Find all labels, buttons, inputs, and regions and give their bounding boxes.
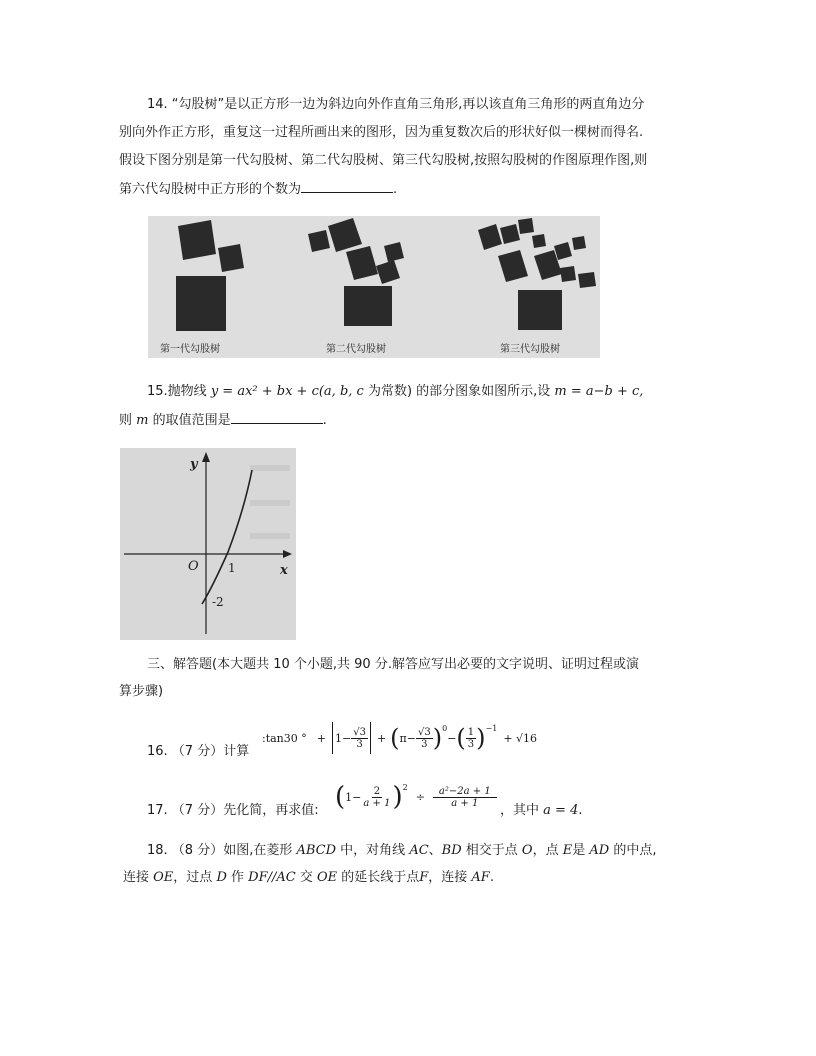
q18-t4: 是: [572, 843, 590, 858]
q16-frac3-den: 3: [467, 738, 475, 750]
q18-t11: ，连接: [428, 870, 472, 885]
parabola-graph-figure: [120, 448, 296, 640]
q18-line-2: [123, 870, 494, 886]
q17-exp-2: 2: [402, 783, 408, 792]
q16-minus: −: [447, 731, 457, 745]
q18-df-parallel-ac: DF//AC: [248, 870, 296, 885]
q16-paren-open: (: [390, 724, 400, 752]
q18-t6: 连接: [123, 870, 154, 885]
q16-expression: [262, 718, 537, 758]
q18-d: D: [216, 870, 227, 885]
caption-first-generation: 第一代勾股树: [160, 344, 220, 355]
q17-expression: [335, 777, 497, 817]
q18-abcd: ABCD: [296, 843, 337, 858]
section3-line-1: 三、解答题(本大题共 10 个小题,共 90 分.解答应写出必要的文字说明、证明过程或演: [147, 657, 639, 672]
q14-end: .: [393, 182, 398, 197]
q14-line-4-text: 第六代勾股树中正方形的个数为: [119, 182, 302, 197]
q16-exp-zero: 0: [442, 724, 448, 733]
q15-equation: y = ax² + bx + c(a, b, c: [210, 384, 364, 399]
q16-frac2-den: 3: [421, 738, 428, 750]
q16-paren-close: ): [432, 724, 443, 752]
q17-frac-den: a + 1: [363, 797, 391, 809]
q16-sqrt16: + √16: [503, 731, 538, 745]
q15-m: m: [136, 413, 149, 428]
q18-af: AF: [471, 870, 490, 885]
q18-t9: 交: [295, 870, 317, 885]
q18-t8: 作: [226, 870, 249, 885]
q18-f: F: [419, 870, 429, 885]
tick-label-y-neg2: -2: [212, 595, 224, 609]
q17-paren-close: ): [392, 782, 403, 812]
q17-frac-num: 2: [373, 785, 381, 797]
q18-oe: OE: [153, 870, 174, 885]
q15-then: 则: [119, 413, 137, 428]
q17-tail: [500, 803, 582, 819]
q16-sqrt3-over-3: [351, 727, 368, 750]
pythagoras-tree-figure: [148, 216, 600, 358]
q18-oe-2: OE: [316, 870, 338, 885]
x-axis-label: x: [280, 563, 288, 578]
q17-divide: ÷: [415, 790, 425, 804]
q15-line-2: [119, 411, 327, 429]
q18-ad: AD: [589, 843, 610, 858]
q15-mid: 为常数) 的部分图象如图所示,设: [363, 384, 555, 399]
q18-o: O: [521, 843, 533, 858]
q15-range-text: 的取值范围是: [148, 413, 231, 428]
q16-one-minus: 1−: [334, 731, 352, 745]
q18-ac: AC: [409, 843, 429, 858]
q14-line-2: 别向外作正方形，重复这一过程所画出来的图形，因为重复数次后的形状好似一棵树而得名.: [119, 125, 644, 140]
q18-end: .: [489, 870, 494, 885]
q14-answer-blank: [301, 180, 393, 193]
q16-tan: :tan30 °: [262, 731, 307, 745]
q16-frac-den: 3: [356, 738, 363, 750]
q18-bd: BD: [441, 843, 462, 858]
q16-pi-minus: π−: [399, 731, 416, 745]
q17-label: 17. （7 分）先化简，再求值:: [147, 803, 319, 818]
q16-abs-bar-left: [332, 722, 333, 754]
q18-t3: ，点: [532, 843, 563, 858]
caption-third-generation: 第三代勾股树: [500, 344, 560, 355]
q17-one-minus: 1−: [345, 790, 362, 804]
q16-paren-close-2: ): [476, 724, 486, 752]
q17-end: .: [578, 803, 583, 818]
q18-t1: 中，对角线: [336, 843, 410, 858]
tick-label-x-1: 1: [228, 561, 236, 575]
q14-line-3: 假设下图分别是第一代勾股树、第二代勾股树、第三代勾股树,按照勾股树的作图原理作图,则: [119, 153, 648, 168]
q17-frac2-num: a²−2a + 1: [433, 786, 497, 798]
q16-plus-1: +: [316, 731, 326, 745]
q17-where: ，其中: [500, 803, 540, 818]
q16-sqrt3-over-3-b: [416, 727, 433, 750]
q18-t2: 相交于点: [461, 843, 522, 858]
q16-plus-2: +: [376, 731, 387, 745]
q18-prefix: 18. （8 分）如图,在菱形: [147, 843, 297, 858]
q18-line-1: [147, 843, 656, 859]
q17-frac2-den: a + 1: [451, 797, 479, 809]
q16-abs-bar-right: [370, 722, 371, 754]
q17-two-over-a-plus-1: [361, 786, 392, 809]
q16-label: 16. （7 分）计算: [147, 744, 250, 759]
q18-t10: 的延长线于点: [337, 870, 420, 885]
q16-frac2-num: √3: [417, 726, 431, 738]
q16-exp-neg1: −1: [485, 724, 498, 733]
q16-paren-open-2: (: [456, 724, 466, 752]
section3-line-2: 算步骤): [119, 684, 164, 699]
q16-one-third: [466, 727, 476, 750]
q18-t7: ，过点: [173, 870, 217, 885]
q15-line-1: [147, 384, 643, 400]
q14-line-4: [119, 180, 397, 198]
parabola-graph: [120, 448, 296, 640]
y-axis-label: y: [190, 457, 198, 472]
q15-prefix: 15.抛物线: [147, 384, 211, 399]
pythagoras-tree-drawing: [148, 216, 600, 358]
q15-answer-blank: [231, 411, 323, 424]
q18-t5: 的中点,: [609, 843, 657, 858]
q17-paren-open: (: [335, 782, 346, 812]
q16-frac3-num: 1: [467, 726, 475, 738]
q18-sep: 、: [428, 843, 442, 858]
q17-second-fraction: [433, 786, 497, 809]
q15-m-definition: m = a−b + c,: [554, 384, 644, 399]
origin-label: O: [188, 559, 199, 574]
q17-a-value: a = 4: [543, 803, 579, 818]
q14-line-1: 14. “勾股树”是以正方形一边为斜边向外作直角三角形,再以该直角三角形的两直角边分: [147, 97, 645, 112]
q16-frac-num: √3: [353, 726, 366, 738]
caption-second-generation: 第二代勾股树: [326, 344, 386, 355]
q18-e: E: [562, 843, 573, 858]
q15-end: .: [322, 413, 327, 428]
